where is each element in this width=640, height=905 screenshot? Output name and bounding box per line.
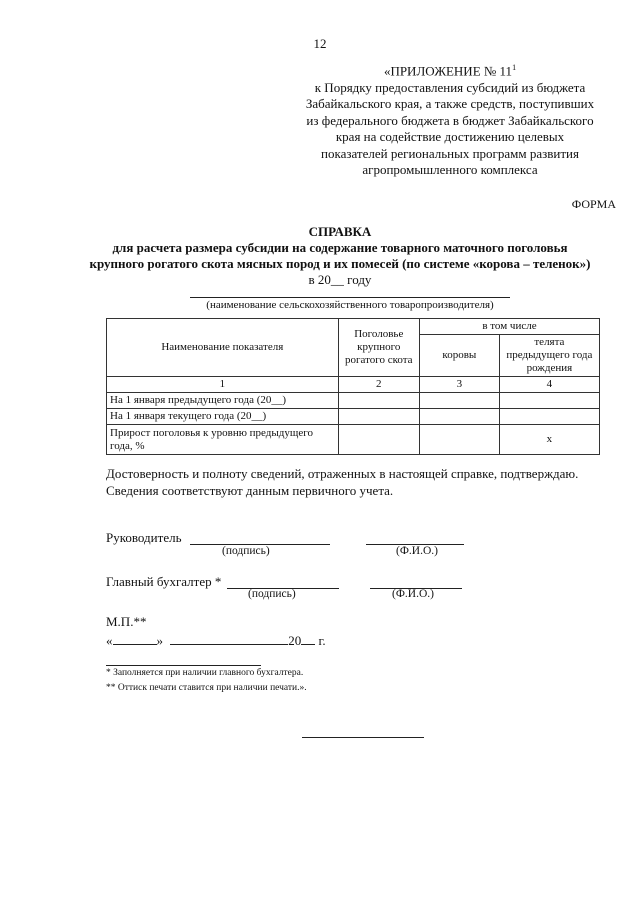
column-number: 1 bbox=[107, 377, 339, 393]
cell-total bbox=[338, 409, 419, 425]
stamp-label: М.П.** bbox=[106, 614, 147, 629]
column-number: 3 bbox=[419, 377, 499, 393]
footnote: * Заполняется при наличии главного бухгалтера. bbox=[106, 668, 304, 678]
signature-caption: (подпись) bbox=[222, 545, 270, 557]
title-main: СПРАВКА bbox=[308, 224, 372, 239]
statement-line: Сведения соответствуют данным первичного учета. bbox=[106, 482, 394, 498]
table-row bbox=[107, 409, 600, 425]
page-number: 12 bbox=[313, 36, 327, 51]
annex-line: из федерального бюджета в бюджет Забайкальского bbox=[306, 112, 594, 128]
date-day-field[interactable] bbox=[113, 632, 157, 645]
accountant-signature-field[interactable] bbox=[227, 574, 339, 589]
title-line: крупного рогатого скота мясных пород и их помесей (по системе «корова – теленок») bbox=[89, 256, 591, 271]
header-calves: телята предыдущего года рождения bbox=[499, 335, 599, 377]
column-number: 4 bbox=[499, 377, 599, 393]
column-number: 2 bbox=[338, 377, 419, 393]
annex-line: показателей региональных программ развития bbox=[321, 145, 579, 161]
header-total: Поголовье крупного рогатого скота bbox=[338, 319, 419, 377]
document-title bbox=[60, 224, 620, 272]
title-line: для расчета размера субсидии на содержание товарного маточного поголовья bbox=[112, 240, 568, 255]
statement-line: Достоверность и полноту сведений, отраженных в настоящей справке, подтверждаю. bbox=[106, 466, 579, 481]
annex-title: «ПРИЛОЖЕНИЕ № $11^1$ bbox=[383, 63, 517, 79]
cell-calves: х bbox=[499, 425, 599, 455]
date-year-field[interactable] bbox=[301, 632, 315, 645]
cell-cows bbox=[419, 409, 499, 425]
date-line: « » 20 г. bbox=[106, 633, 326, 648]
producer-caption: (наименование сельскохозяйственного товаропроизводителя) bbox=[206, 299, 494, 311]
form-label: ФОРМА bbox=[571, 197, 616, 211]
header-name: Наименование показателя bbox=[107, 319, 339, 377]
annex-line: к Порядку предоставления субсидий из бюджета bbox=[314, 79, 586, 95]
cell-total bbox=[338, 393, 419, 409]
producer-name-line bbox=[190, 297, 510, 298]
head-label: Руководитель bbox=[106, 530, 182, 545]
annex-header bbox=[300, 60, 600, 179]
cell-calves bbox=[499, 393, 599, 409]
row-label: На 1 января текущего года (20__) bbox=[107, 409, 339, 425]
footnote: ** Оттиск печати ставится при наличии печати.». bbox=[106, 683, 307, 693]
name-caption: (Ф.И.О.) bbox=[396, 545, 438, 557]
cell-calves bbox=[499, 409, 599, 425]
annex-line: края на содействие достижению целевых bbox=[335, 129, 565, 145]
year-line: в 20__ году bbox=[308, 272, 372, 287]
annex-line: агропромышленного комплекса bbox=[362, 162, 538, 178]
table-row bbox=[107, 425, 600, 455]
header-cows: коровы bbox=[419, 335, 499, 377]
table-row bbox=[107, 393, 600, 409]
cell-cows bbox=[419, 425, 499, 455]
cell-total bbox=[338, 425, 419, 455]
date-month-field[interactable] bbox=[170, 632, 288, 645]
cell-cows bbox=[419, 393, 499, 409]
row-label: Прирост поголовья к уровню предыдущего года, % bbox=[107, 425, 339, 455]
head-signature-field[interactable] bbox=[190, 530, 330, 545]
end-divider bbox=[302, 737, 424, 738]
head-name-field[interactable] bbox=[366, 530, 464, 545]
accountant-label: Главный бухгалтер * bbox=[106, 574, 222, 589]
statement bbox=[106, 466, 606, 499]
row-label: На 1 января предыдущего года (20__) bbox=[107, 393, 339, 409]
header-including: в том числе bbox=[419, 319, 599, 335]
accountant-name-field[interactable] bbox=[370, 574, 462, 589]
footnote-divider bbox=[106, 665, 261, 666]
signature-caption: (подпись) bbox=[248, 588, 296, 600]
name-caption: (Ф.И.О.) bbox=[392, 588, 434, 600]
annex-line: Забайкальского края, а также средств, поступивших bbox=[305, 96, 595, 112]
subsidy-table bbox=[106, 318, 600, 455]
